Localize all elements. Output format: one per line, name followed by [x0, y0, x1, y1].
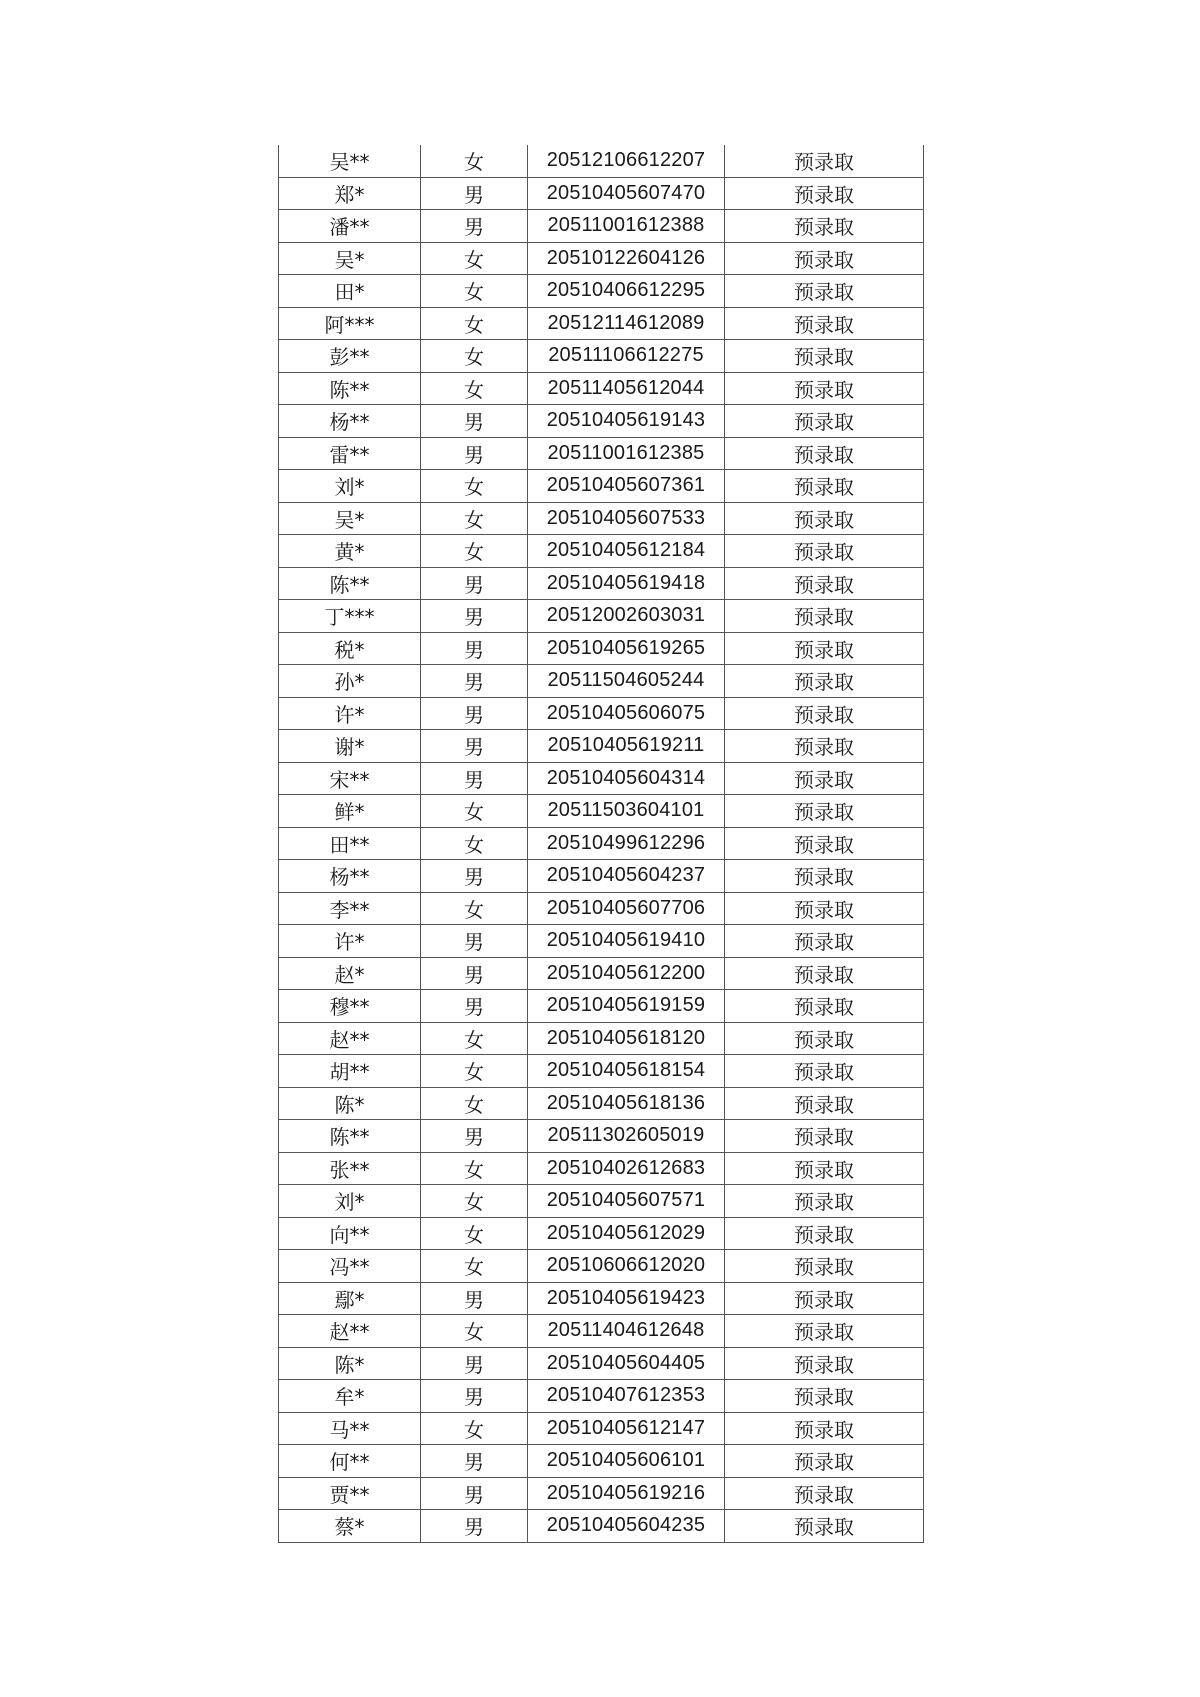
candidate-number-cell: 20510405607571 [528, 1185, 725, 1218]
admission-status-cell: 预录取 [725, 697, 924, 730]
admission-status-cell: 预录取 [725, 210, 924, 243]
table-row [279, 1087, 924, 1120]
table-row [279, 1477, 924, 1510]
student-name-cell: 田** [279, 827, 421, 860]
student-name-cell: 孙* [279, 665, 421, 698]
student-name-cell: 蔡* [279, 1510, 421, 1543]
admission-status-cell: 预录取 [725, 177, 924, 210]
table-row [279, 827, 924, 860]
admission-status-cell: 预录取 [725, 1477, 924, 1510]
gender-cell: 女 [421, 307, 528, 340]
gender-cell: 男 [421, 405, 528, 438]
gender-cell: 女 [421, 145, 528, 177]
student-name-cell: 宋** [279, 762, 421, 795]
student-name-cell: 向** [279, 1217, 421, 1250]
candidate-number-cell: 20510405606101 [528, 1445, 725, 1478]
table-row [279, 990, 924, 1023]
admission-status-cell: 预录取 [725, 1022, 924, 1055]
table-row [279, 437, 924, 470]
student-name-cell: 许* [279, 925, 421, 958]
table-row [279, 795, 924, 828]
admission-status-cell: 预录取 [725, 892, 924, 925]
candidate-number-cell: 20512114612089 [528, 307, 725, 340]
candidate-number-cell: 20510405604314 [528, 762, 725, 795]
candidate-number-cell: 20510405619265 [528, 632, 725, 665]
student-name-cell: 丁*** [279, 600, 421, 633]
candidate-number-cell: 20511405612044 [528, 372, 725, 405]
admission-status-cell: 预录取 [725, 1217, 924, 1250]
gender-cell: 男 [421, 567, 528, 600]
admission-status-cell: 预录取 [725, 860, 924, 893]
student-name-cell: 陈* [279, 1087, 421, 1120]
gender-cell: 男 [421, 990, 528, 1023]
admission-status-cell: 预录取 [725, 925, 924, 958]
student-name-cell: 鲜* [279, 795, 421, 828]
candidate-number-cell: 20510405612147 [528, 1412, 725, 1445]
candidate-number-cell: 20511404612648 [528, 1315, 725, 1348]
candidate-number-cell: 20511106612275 [528, 340, 725, 373]
gender-cell: 男 [421, 1445, 528, 1478]
admission-status-cell: 预录取 [725, 1412, 924, 1445]
table-row [279, 1185, 924, 1218]
student-name-cell: 田* [279, 275, 421, 308]
table-row [279, 242, 924, 275]
gender-cell: 女 [421, 1055, 528, 1088]
candidate-number-cell: 20510405619211 [528, 730, 725, 763]
candidate-number-cell: 20510405618120 [528, 1022, 725, 1055]
admission-status-cell: 预录取 [725, 1315, 924, 1348]
gender-cell: 男 [421, 210, 528, 243]
admission-status-cell: 预录取 [725, 437, 924, 470]
student-name-cell: 陈* [279, 1347, 421, 1380]
gender-cell: 男 [421, 665, 528, 698]
candidate-number-cell: 20510405619418 [528, 567, 725, 600]
gender-cell: 男 [421, 762, 528, 795]
gender-cell: 女 [421, 795, 528, 828]
table-row [279, 145, 924, 177]
table-row [279, 892, 924, 925]
table-row [279, 665, 924, 698]
table-row [279, 1055, 924, 1088]
table-row [279, 1217, 924, 1250]
gender-cell: 女 [421, 1315, 528, 1348]
student-name-cell: 胡** [279, 1055, 421, 1088]
student-name-cell: 牟* [279, 1380, 421, 1413]
candidate-number-cell: 20510122604126 [528, 242, 725, 275]
candidate-number-cell: 20511001612388 [528, 210, 725, 243]
gender-cell: 男 [421, 1380, 528, 1413]
gender-cell: 男 [421, 1347, 528, 1380]
gender-cell: 男 [421, 925, 528, 958]
admission-status-cell: 预录取 [725, 405, 924, 438]
admission-status-cell: 预录取 [725, 1055, 924, 1088]
candidate-number-cell: 20510405612184 [528, 535, 725, 568]
candidate-number-cell: 20510405619159 [528, 990, 725, 1023]
candidate-number-cell: 20510405619143 [528, 405, 725, 438]
student-name-cell: 郑* [279, 177, 421, 210]
candidate-number-cell: 20510405607706 [528, 892, 725, 925]
student-name-cell: 赵** [279, 1022, 421, 1055]
admission-status-cell: 预录取 [725, 307, 924, 340]
student-name-cell: 杨** [279, 860, 421, 893]
gender-cell: 男 [421, 1510, 528, 1543]
roster-body [279, 145, 924, 1542]
admission-status-cell: 预录取 [725, 762, 924, 795]
table-row [279, 925, 924, 958]
table-row [279, 860, 924, 893]
admission-status-cell: 预录取 [725, 600, 924, 633]
student-name-cell: 阿*** [279, 307, 421, 340]
gender-cell: 女 [421, 275, 528, 308]
student-name-cell: 赵* [279, 957, 421, 990]
candidate-number-cell: 20510405607533 [528, 502, 725, 535]
student-name-cell: 李** [279, 892, 421, 925]
candidate-number-cell: 20511504605244 [528, 665, 725, 698]
student-name-cell: 鄢* [279, 1282, 421, 1315]
student-name-cell: 贾** [279, 1477, 421, 1510]
gender-cell: 男 [421, 177, 528, 210]
gender-cell: 女 [421, 1412, 528, 1445]
gender-cell: 女 [421, 1087, 528, 1120]
admission-status-cell: 预录取 [725, 1282, 924, 1315]
table-row [279, 1282, 924, 1315]
gender-cell: 女 [421, 340, 528, 373]
gender-cell: 女 [421, 1152, 528, 1185]
gender-cell: 男 [421, 697, 528, 730]
admission-status-cell: 预录取 [725, 502, 924, 535]
candidate-number-cell: 20510406612295 [528, 275, 725, 308]
gender-cell: 女 [421, 372, 528, 405]
candidate-number-cell: 20510405618154 [528, 1055, 725, 1088]
table-row [279, 307, 924, 340]
student-name-cell: 穆** [279, 990, 421, 1023]
table-row [279, 762, 924, 795]
table-row [279, 1510, 924, 1543]
table-row [279, 405, 924, 438]
table-row [279, 1250, 924, 1283]
candidate-number-cell: 20510405607361 [528, 470, 725, 503]
table-row [279, 1347, 924, 1380]
table-row [279, 535, 924, 568]
student-name-cell: 谢* [279, 730, 421, 763]
table-row [279, 1412, 924, 1445]
student-name-cell: 马** [279, 1412, 421, 1445]
student-name-cell: 税* [279, 632, 421, 665]
student-name-cell: 刘* [279, 1185, 421, 1218]
candidate-number-cell: 20510405618136 [528, 1087, 725, 1120]
admission-status-cell: 预录取 [725, 470, 924, 503]
student-name-cell: 吴* [279, 502, 421, 535]
admission-status-cell: 预录取 [725, 730, 924, 763]
admission-status-cell: 预录取 [725, 275, 924, 308]
admission-status-cell: 预录取 [725, 1380, 924, 1413]
admission-status-cell: 预录取 [725, 827, 924, 860]
gender-cell: 男 [421, 1120, 528, 1153]
gender-cell: 女 [421, 1250, 528, 1283]
candidate-number-cell: 20512106612207 [528, 145, 725, 177]
candidate-number-cell: 20510405607470 [528, 177, 725, 210]
student-name-cell: 黄* [279, 535, 421, 568]
candidate-number-cell: 20510405612029 [528, 1217, 725, 1250]
admission-status-cell: 预录取 [725, 1510, 924, 1543]
student-name-cell: 陈** [279, 567, 421, 600]
table-row [279, 1445, 924, 1478]
table-row [279, 275, 924, 308]
gender-cell: 男 [421, 860, 528, 893]
gender-cell: 女 [421, 827, 528, 860]
gender-cell: 女 [421, 1185, 528, 1218]
gender-cell: 女 [421, 1022, 528, 1055]
candidate-number-cell: 20510405612200 [528, 957, 725, 990]
admission-status-cell: 预录取 [725, 1185, 924, 1218]
admission-status-cell: 预录取 [725, 372, 924, 405]
table-row [279, 340, 924, 373]
student-name-cell: 彭** [279, 340, 421, 373]
table-row [279, 600, 924, 633]
table-row [279, 567, 924, 600]
candidate-number-cell: 20511503604101 [528, 795, 725, 828]
admission-roster-table [278, 145, 924, 1543]
admission-status-cell: 预录取 [725, 1445, 924, 1478]
candidate-number-cell: 20512002603031 [528, 600, 725, 633]
admission-status-cell: 预录取 [725, 567, 924, 600]
candidate-number-cell: 20510405619410 [528, 925, 725, 958]
gender-cell: 男 [421, 957, 528, 990]
student-name-cell: 陈** [279, 372, 421, 405]
admission-status-cell: 预录取 [725, 957, 924, 990]
gender-cell: 女 [421, 470, 528, 503]
candidate-number-cell: 20510405604405 [528, 1347, 725, 1380]
table-row [279, 210, 924, 243]
gender-cell: 男 [421, 1477, 528, 1510]
admission-status-cell: 预录取 [725, 632, 924, 665]
student-name-cell: 许* [279, 697, 421, 730]
student-name-cell: 赵** [279, 1315, 421, 1348]
candidate-number-cell: 20511001612385 [528, 437, 725, 470]
candidate-number-cell: 20510405604237 [528, 860, 725, 893]
admission-status-cell: 预录取 [725, 1152, 924, 1185]
candidate-number-cell: 20510402612683 [528, 1152, 725, 1185]
gender-cell: 女 [421, 535, 528, 568]
gender-cell: 女 [421, 502, 528, 535]
table-row [279, 1022, 924, 1055]
table-row [279, 372, 924, 405]
student-name-cell: 张** [279, 1152, 421, 1185]
admission-status-cell: 预录取 [725, 990, 924, 1023]
gender-cell: 男 [421, 600, 528, 633]
candidate-number-cell: 20510499612296 [528, 827, 725, 860]
student-name-cell: 潘** [279, 210, 421, 243]
admission-status-cell: 预录取 [725, 1120, 924, 1153]
student-name-cell: 冯** [279, 1250, 421, 1283]
admission-status-cell: 预录取 [725, 1087, 924, 1120]
student-name-cell: 刘* [279, 470, 421, 503]
table-row [279, 1120, 924, 1153]
table-row [279, 957, 924, 990]
table-row [279, 632, 924, 665]
admission-status-cell: 预录取 [725, 795, 924, 828]
table-row [279, 470, 924, 503]
student-name-cell: 雷** [279, 437, 421, 470]
admission-status-cell: 预录取 [725, 242, 924, 275]
candidate-number-cell: 20510405619423 [528, 1282, 725, 1315]
candidate-number-cell: 20510405619216 [528, 1477, 725, 1510]
table-row [279, 502, 924, 535]
admission-status-cell: 预录取 [725, 1347, 924, 1380]
table-row [279, 697, 924, 730]
admission-status-cell: 预录取 [725, 665, 924, 698]
gender-cell: 女 [421, 242, 528, 275]
gender-cell: 女 [421, 892, 528, 925]
table-row [279, 730, 924, 763]
candidate-number-cell: 20510405604235 [528, 1510, 725, 1543]
student-name-cell: 何** [279, 1445, 421, 1478]
gender-cell: 男 [421, 437, 528, 470]
candidate-number-cell: 20510407612353 [528, 1380, 725, 1413]
table-row [279, 1152, 924, 1185]
admission-status-cell: 预录取 [725, 145, 924, 177]
student-name-cell: 杨** [279, 405, 421, 438]
gender-cell: 女 [421, 1217, 528, 1250]
gender-cell: 男 [421, 632, 528, 665]
candidate-number-cell: 20511302605019 [528, 1120, 725, 1153]
candidate-number-cell: 20510405606075 [528, 697, 725, 730]
table-row [279, 1380, 924, 1413]
student-name-cell: 吴* [279, 242, 421, 275]
gender-cell: 男 [421, 1282, 528, 1315]
gender-cell: 男 [421, 730, 528, 763]
admission-status-cell: 预录取 [725, 1250, 924, 1283]
admission-status-cell: 预录取 [725, 535, 924, 568]
table-row [279, 1315, 924, 1348]
student-name-cell: 吴** [279, 145, 421, 177]
candidate-number-cell: 20510606612020 [528, 1250, 725, 1283]
table-row [279, 177, 924, 210]
admission-status-cell: 预录取 [725, 340, 924, 373]
student-name-cell: 陈** [279, 1120, 421, 1153]
